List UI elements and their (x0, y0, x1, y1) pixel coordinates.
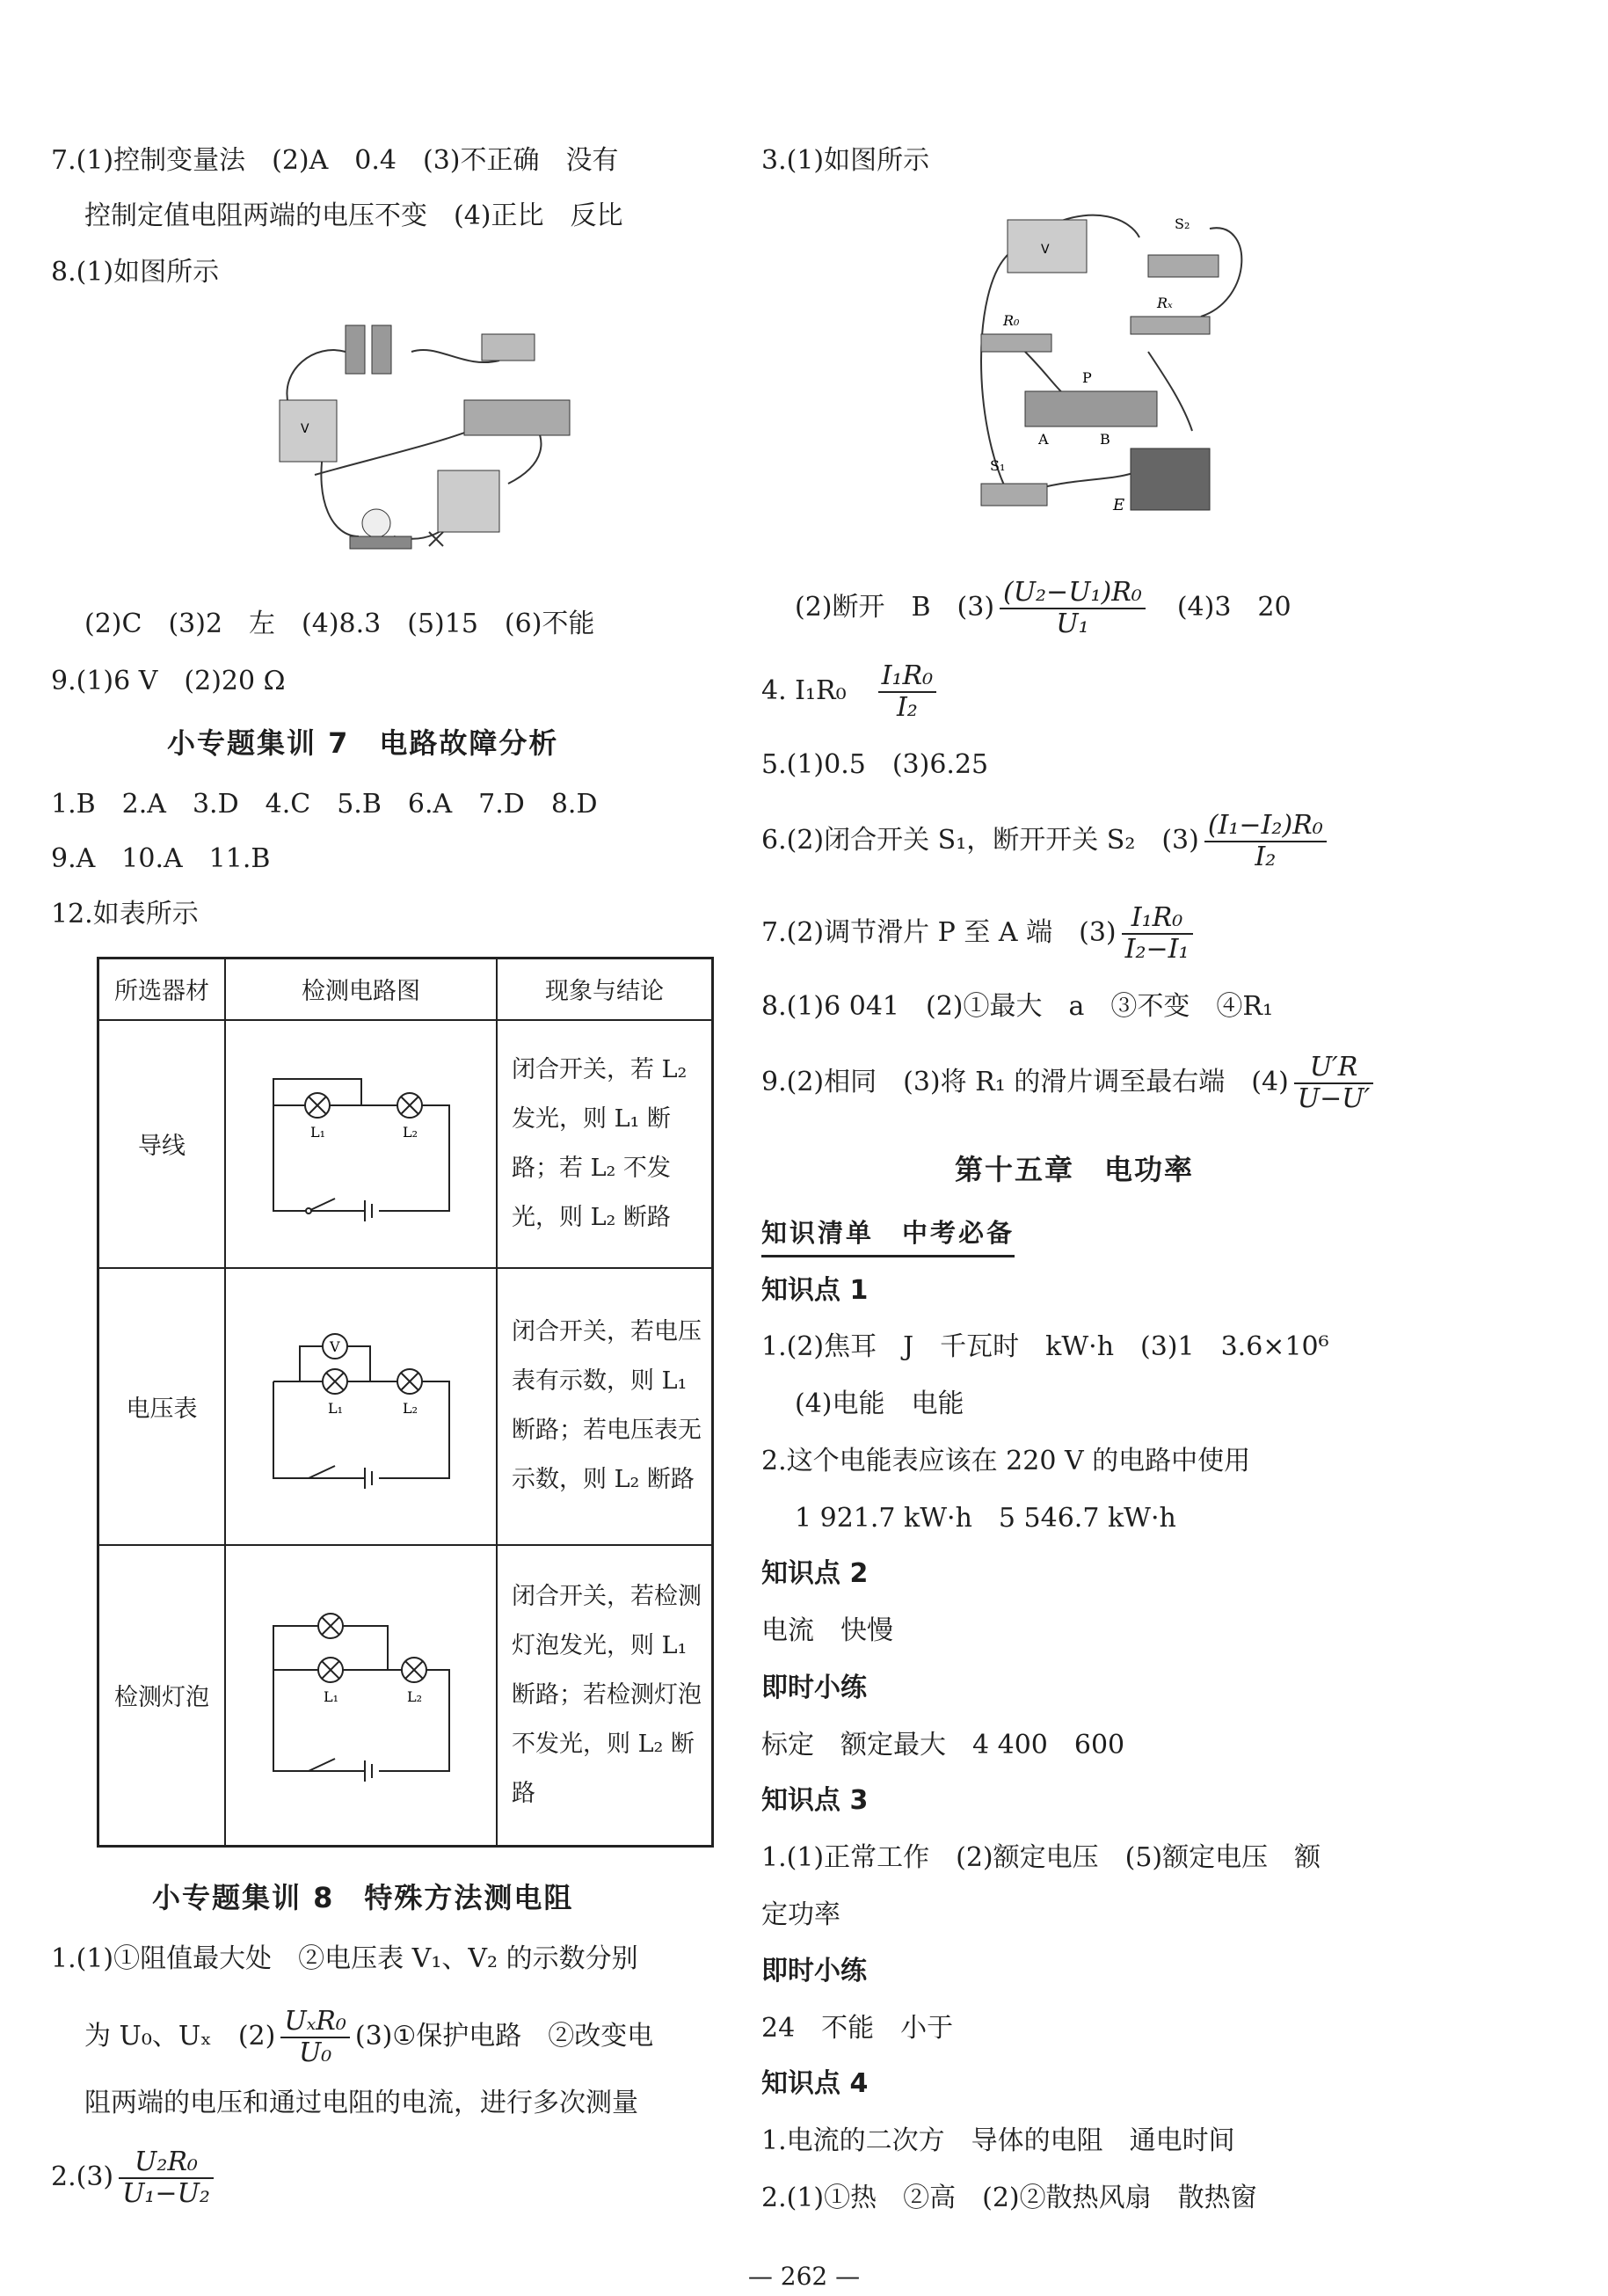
fraction (1204, 811, 1327, 872)
label-l2: L₂ (402, 1399, 418, 1417)
label-l1: L₁ (327, 1399, 343, 1417)
answer-7-prefix: 7.(2)调节滑片 P 至 A 端 (3) (761, 917, 1117, 948)
mc-answers-row-1: 1.B 2.A 3.D 4.C 5.B 6.A 7.D 8.D (51, 789, 598, 820)
header-circuit: 检测电路图 (225, 958, 497, 1020)
label-e: E (1113, 496, 1125, 514)
kp1-line-1: 1.(2)焦耳 J 千瓦时 kW·h (3)1 3.6×10⁶ (761, 1331, 1329, 1362)
answer-8-line-2: (2)C (3)2 左 (4)8.3 (5)15 (6)不能 (84, 609, 595, 639)
bulb-base (350, 536, 411, 549)
s8-answer-1-text-a: 为 U₀、Uₓ (2) (84, 2021, 276, 2052)
switch-s1-icon (981, 484, 1047, 506)
label-r0: R₀ (1003, 312, 1020, 329)
kp4-line-1: 1.电流的二次方 导体的电阻 通电时间 (761, 2125, 1235, 2156)
battery-pack-icon (1131, 448, 1210, 510)
practice-1-line: 标定 额定最大 4 400 600 (761, 1730, 1125, 1760)
fraction-denominator: I₂ (896, 692, 918, 723)
circuit-diagram-wire (225, 1020, 497, 1268)
kp4-line-2: 2.(1)①热 ②高 (2)②散热风扇 散热窗 (761, 2183, 1257, 2213)
table-row (98, 1545, 713, 1847)
row-result: 闭合开关，若电压表有示数，则 L₁ 断路；若电压表无示数，则 L₂ 断路 (497, 1268, 713, 1545)
fraction-denominator: U₁−U₂ (122, 2178, 210, 2209)
row-result: 闭合开关，若检测灯泡发光，则 L₁ 断路；若检测灯泡不发光，则 L₂ 断路 (497, 1545, 713, 1847)
row-result: 闭合开关，若 L₂ 发光，则 L₁ 断路；若 L₂ 不发光，则 L₂ 断路 (497, 1020, 713, 1268)
switch-icon (482, 334, 535, 361)
label-p: P (1082, 369, 1092, 386)
battery-icon (372, 325, 391, 374)
label-l2: L₂ (402, 1124, 418, 1141)
chapter-title: 第十五章 电功率 (955, 1153, 1195, 1186)
header-result: 现象与结论 (497, 958, 713, 1020)
kp3-line-1: 1.(1)正常工作 (2)额定电压 (5)额定电压 额 (761, 1842, 1321, 1873)
mc-answers-row-2: 9.A 10.A 11.B (51, 843, 271, 874)
fraction-numerator: U₂R₀ (119, 2147, 214, 2179)
knowledge-point-1: 知识点 1 (761, 1275, 869, 1306)
row-equipment: 检测灯泡 (98, 1545, 226, 1847)
knowledge-point-4: 知识点 4 (761, 2068, 869, 2099)
row-equipment: 导线 (98, 1020, 226, 1268)
answer-6 (761, 809, 1332, 872)
bulb-icon (362, 509, 390, 537)
page-number: — 262 — (747, 2262, 861, 2291)
label-s1: S₁ (990, 457, 1006, 474)
answer-7-line-1: 7.(1)控制变量法 (2)A 0.4 (3)不正确 没有 (51, 145, 619, 176)
s8-answer-2 (51, 2146, 219, 2209)
test-lamp-circuit-svg (256, 1595, 467, 1789)
resistor-rx-icon (1131, 317, 1210, 334)
fraction-numerator: I₁R₀ (878, 661, 937, 693)
kp2-line-1: 电流 快慢 (761, 1615, 893, 1646)
rheostat-icon (1025, 391, 1157, 426)
circuit-figure-8 (262, 317, 587, 580)
table-header-row (98, 958, 713, 1020)
fraction-denominator: U₀ (298, 2037, 332, 2068)
label-l1: L₁ (323, 1688, 338, 1706)
switch-pivot (306, 1208, 311, 1214)
section-title-7: 小专题集训 7 电路故障分析 (167, 726, 559, 760)
answer-9-prefix: 9.(2)相同 (3)将 R₁ 的滑片调至最右端 (4) (761, 1067, 1289, 1097)
section-knowledge-list: 知识清单 中考必备 (761, 1214, 1015, 1257)
rheostat-icon (464, 400, 570, 435)
answer-3-line-2 (795, 576, 1291, 639)
kp1-line-3: 2.这个电能表应该在 220 V 的电路中使用 (761, 1446, 1251, 1476)
fraction-numerator: U′R (1294, 1053, 1374, 1084)
fraction (1294, 1053, 1374, 1114)
label-rx: Rₓ (1157, 295, 1173, 311)
label-b: B (1100, 431, 1110, 448)
fault-analysis-table (97, 957, 714, 1848)
practice-heading-2: 即时小练 (761, 1956, 867, 1986)
circuit-figure-3 (972, 202, 1262, 519)
fraction-denominator: I₂ (1255, 842, 1277, 872)
table-row (98, 1268, 713, 1545)
ammeter-icon (438, 470, 499, 532)
practice-2-line: 24 不能 小于 (761, 2013, 954, 2044)
fraction (1122, 903, 1193, 965)
fraction-numerator: (I₁−I₂)R₀ (1204, 811, 1327, 842)
answer-3-line-1: 3.(1)如图所示 (761, 145, 930, 176)
answer-9: 9.(1)6 V (2)20 Ω (51, 666, 286, 696)
answer-7 (761, 901, 1198, 965)
answer-3-prefix: (2)断开 B (3) (795, 592, 995, 623)
switch-s2-icon (1148, 255, 1219, 277)
answer-7-line-2: 控制定值电阻两端的电压不变 (4)正比 反比 (84, 200, 623, 231)
knowledge-point-3: 知识点 3 (761, 1785, 869, 1816)
voltmeter-circuit-svg (256, 1311, 467, 1496)
label-a: A (1038, 431, 1049, 448)
s8-answer-2-prefix: 2.(3) (51, 2161, 114, 2192)
answer-6-prefix: 6.(2)闭合开关 S₁，断开开关 S₂ (3) (761, 825, 1199, 856)
answer-8-line-1: 8.(1)如图所示 (51, 257, 220, 288)
table-row (98, 1020, 713, 1268)
answer-12: 12.如表所示 (51, 899, 199, 929)
circuit-diagram-test-lamp (225, 1545, 497, 1847)
fraction (1000, 578, 1146, 639)
voltmeter-label: V (301, 422, 309, 436)
knowledge-point-2: 知识点 2 (761, 1558, 869, 1589)
s8-answer-1-text-b: (3)①保护电路 ②改变电 (354, 2021, 654, 2052)
s8-answer-1-line-1: 1.(1)①阻值最大处 ②电压表 V₁、V₂ 的示数分别 (51, 1943, 638, 1974)
resistor-r0-icon (981, 334, 1051, 352)
fraction (878, 661, 937, 723)
fraction-numerator: UₓR₀ (280, 2007, 350, 2038)
answer-9 (761, 1051, 1379, 1114)
label-s2: S₂ (1175, 215, 1190, 232)
header-equipment: 所选器材 (98, 958, 226, 1020)
battery-icon (346, 325, 365, 374)
kp3-line-2: 定功率 (761, 1899, 840, 1930)
answer-8: 8.(1)6 041 (2)①最大 a ③不变 ④R₁ (761, 991, 1273, 1022)
s8-answer-1-line-3: 阻两端的电压和通过电阻的电流，进行多次测量 (84, 2088, 638, 2118)
fraction-numerator: (U₂−U₁)R₀ (1000, 578, 1146, 609)
fraction-denominator: U₁ (1056, 609, 1089, 639)
answer-3-suffix: (4)3 20 (1176, 592, 1291, 623)
answer-4 (761, 660, 942, 723)
fraction-denominator: I₂−I₁ (1124, 934, 1190, 965)
fraction (119, 2147, 214, 2209)
circuit-diagram-voltmeter (225, 1268, 497, 1545)
fraction (280, 2007, 350, 2068)
section-title-8: 小专题集训 8 特殊方法测电阻 (152, 1881, 574, 1914)
label-v: V (329, 1338, 340, 1355)
row-equipment: 电压表 (98, 1268, 226, 1545)
kp1-line-2: (4)电能 电能 (795, 1389, 964, 1419)
label-l1: L₁ (309, 1124, 325, 1141)
label-l2: L₂ (406, 1688, 422, 1706)
fraction-numerator: I₁R₀ (1122, 903, 1193, 935)
answer-5: 5.(1)0.5 (3)6.25 (761, 749, 989, 780)
voltmeter-label: V (1041, 243, 1050, 257)
answer-4-prefix: 4. I₁R₀ (761, 675, 847, 706)
fraction-denominator: U−U′ (1297, 1083, 1371, 1114)
s8-answer-1-line-2 (84, 2005, 653, 2068)
wire-circuit-svg (256, 1053, 467, 1228)
kp1-line-4: 1 921.7 kW·h 5 546.7 kW·h (795, 1503, 1176, 1534)
practice-heading-1: 即时小练 (761, 1673, 867, 1703)
